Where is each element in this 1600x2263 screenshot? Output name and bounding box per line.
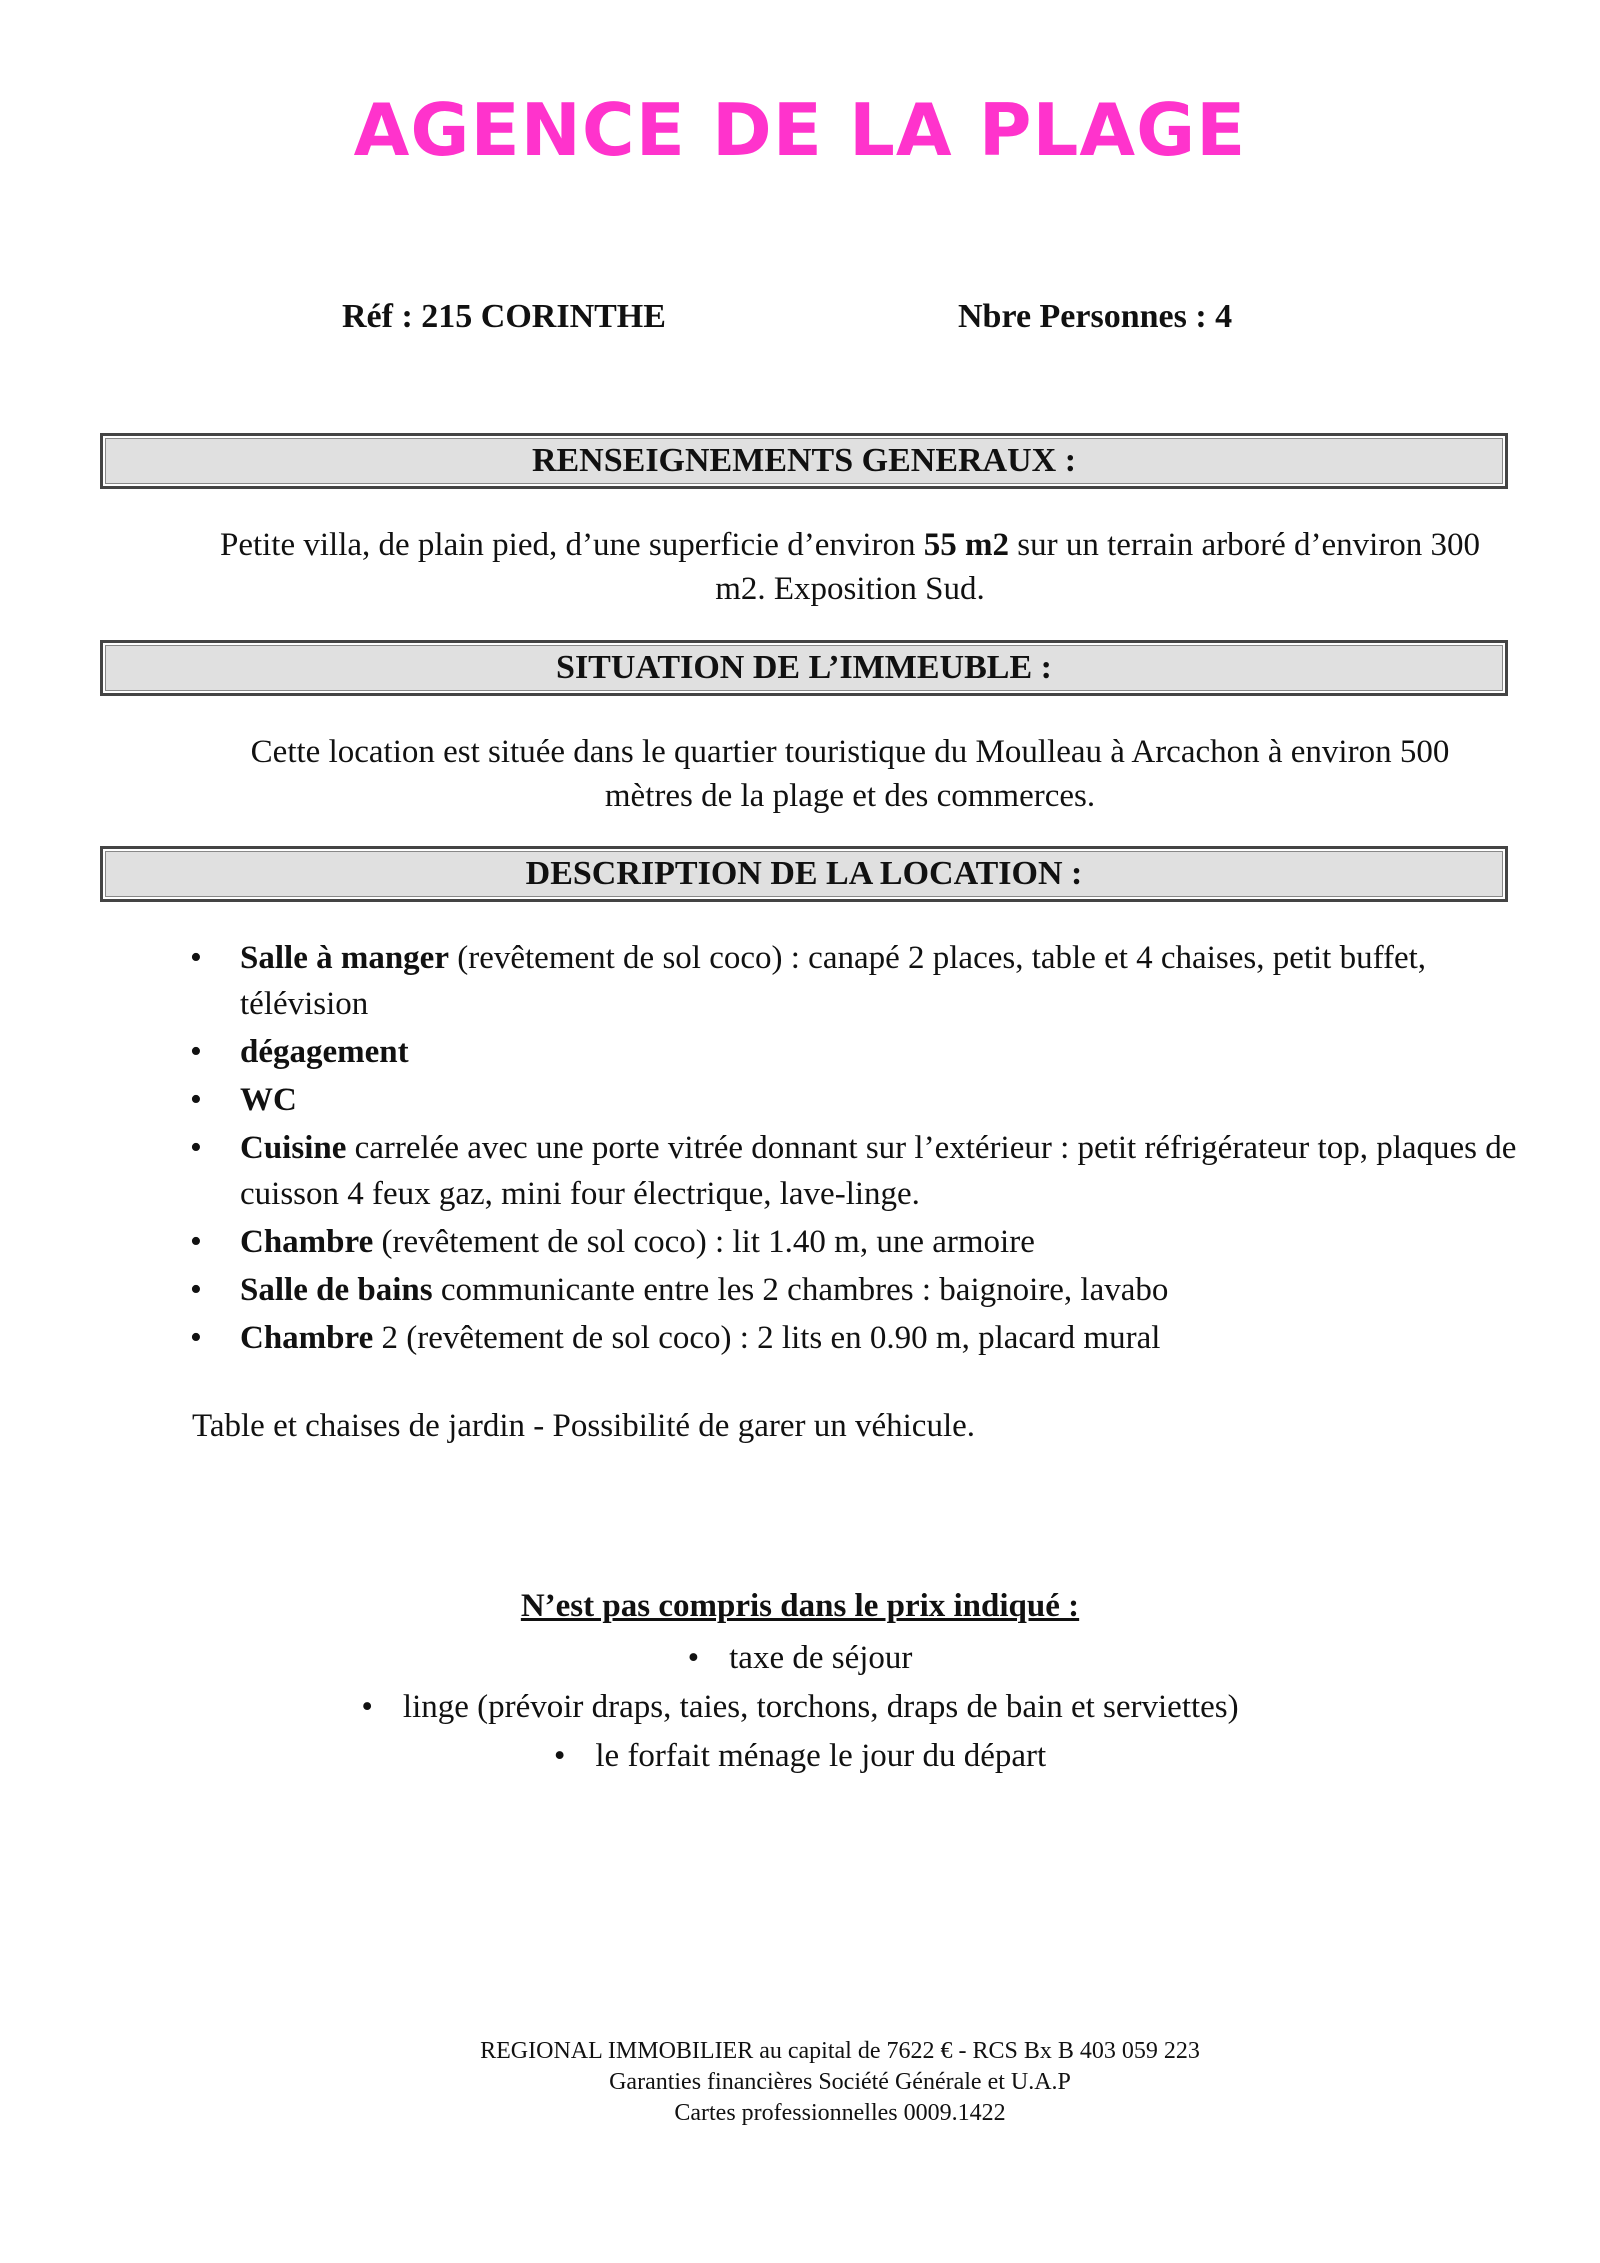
agency-title: AGENCE DE LA PLAGE — [353, 88, 1247, 172]
section-title: SITUATION DE L’IMMEUBLE : — [556, 649, 1052, 686]
list-item — [190, 1219, 1520, 1265]
footer-guarantee-line: Garanties financières Société Générale et U.A.P — [609, 2069, 1071, 2095]
list-item — [190, 1267, 1520, 1313]
footer-company-line: REGIONAL IMMOBILIER au capital de 7622 € - RCS Bx B 403 059 223 — [480, 2038, 1200, 2064]
general-text-end: sur un terrain arboré d’environ 300 m2. Exposition Sud. — [715, 527, 1481, 607]
surface-value: 55 m2 — [923, 527, 1009, 563]
section-title: RENSEIGNEMENTS GENERAUX : — [531, 442, 1077, 479]
room-details: communicante entre les 2 chambres : baignoire, lavabo — [432, 1272, 1169, 1308]
bullet-icon: • — [190, 1223, 202, 1260]
bullet-icon: • — [687, 1640, 700, 1676]
room-name: Salle à manger — [240, 940, 449, 976]
list-item — [190, 1077, 1520, 1123]
bullet-icon: • — [190, 1081, 202, 1118]
extras-text: Table et chaises de jardin - Possibilité de garer un véhicule. — [192, 1408, 976, 1444]
bullet-icon: • — [361, 1689, 373, 1725]
bullet-icon: • — [190, 1271, 202, 1308]
list-item — [190, 1125, 1520, 1217]
room-name: Chambre — [240, 1224, 374, 1260]
section-title: DESCRIPTION DE LA LOCATION : — [525, 855, 1083, 892]
not-included-item — [0, 1640, 1600, 1677]
bullet-icon: • — [190, 939, 202, 976]
list-item — [190, 935, 1520, 1027]
section-header-situation — [100, 640, 1508, 696]
not-included-item — [0, 1738, 1600, 1775]
room-name: Cuisine — [240, 1130, 347, 1166]
item-text: le forfait ménage le jour du départ — [595, 1738, 1047, 1774]
not-included-item — [0, 1689, 1600, 1726]
room-details: carrelée avec une porte vitrée donnant sur l’extérieur : petit réfrigérateur top, plaques de cuisson 4 feux gaz, mini four électrique, lave-linge. — [240, 1130, 1517, 1212]
general-info-text — [200, 523, 1500, 611]
list-item — [190, 1029, 1520, 1075]
not-included-title: N’est pas compris dans le prix indiqué : — [520, 1588, 1080, 1624]
room-details: (revêtement de sol coco) : canapé 2 places, table et 4 chaises, petit buffet, télévision — [240, 940, 1427, 1022]
room-name: dégagement — [240, 1034, 409, 1070]
reference-label: Réf : 215 CORINTHE — [342, 298, 666, 335]
bullet-icon: • — [190, 1129, 202, 1166]
situation-text: Cette location est située dans le quartier touristique du Moulleau à Arcachon à environ 500 mètres de la plage et des commerces. — [250, 734, 1450, 814]
section-header-description — [100, 846, 1508, 902]
section-header-general — [100, 433, 1508, 489]
item-text: taxe de séjour — [729, 1640, 913, 1676]
bullet-icon: • — [553, 1738, 566, 1774]
bullet-icon: • — [190, 1319, 202, 1356]
persons-count-label: Nbre Personnes : 4 — [958, 298, 1233, 335]
list-item — [190, 1315, 1520, 1361]
general-text-start: Petite villa, de plain pied, d’une superficie d’environ — [219, 527, 924, 563]
item-text: linge (prévoir draps, taies, torchons, draps de bain et serviettes) — [402, 1689, 1239, 1725]
footer-license-line: Cartes professionnelles 0009.1422 — [674, 2100, 1006, 2126]
room-details: 2 (revêtement de sol coco) : 2 lits en 0.90 m, placard mural — [373, 1320, 1161, 1356]
room-name: WC — [240, 1082, 297, 1118]
footer — [0, 2036, 1600, 2129]
room-description-list — [190, 935, 1520, 1363]
room-name: Chambre — [240, 1320, 374, 1356]
room-name: Salle de bains — [240, 1272, 433, 1308]
room-details: (revêtement de sol coco) : lit 1.40 m, une armoire — [373, 1224, 1035, 1260]
bullet-icon: • — [190, 1033, 202, 1070]
